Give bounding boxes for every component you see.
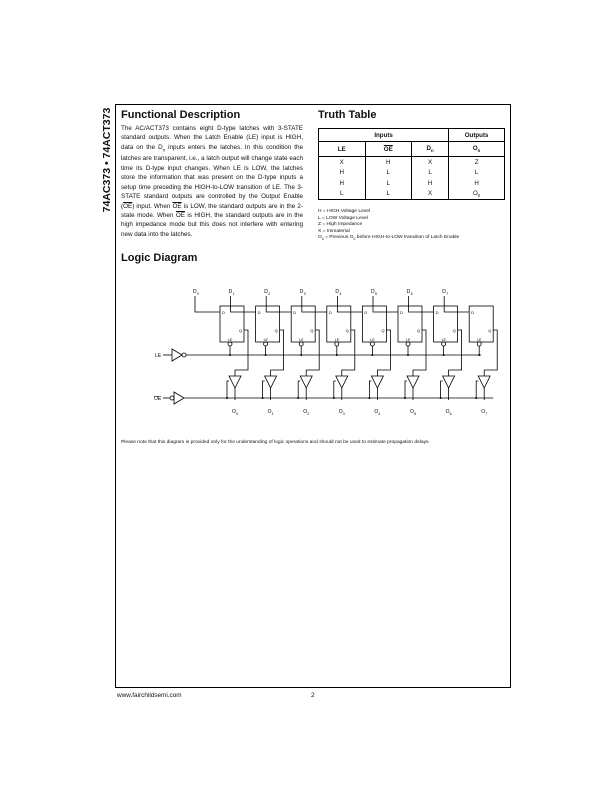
cell-le: H [319,168,366,179]
cell-on [449,168,505,179]
d-input-label: D [406,289,411,295]
oe-bubble [170,396,174,400]
latch-q-pin: Q [310,328,314,333]
truth-table-notes [318,209,459,243]
junction-dot [440,397,442,399]
footer-url[interactable]: www.fairchildsemi.com [117,692,182,699]
oe-control-wire [369,381,371,398]
latch-le-bubble [370,342,374,346]
d-input-sub: 6 [410,292,413,296]
junction-dot [262,397,264,399]
junction-dot [300,354,302,356]
d-input-sub: 4 [339,292,342,296]
cell-oe: L [365,178,412,189]
cell-dn: X [412,157,449,168]
fd-part: is LOW, the standard outputs are in the 2-state mode. When [121,202,304,219]
latch-q-pin: Q [417,328,421,333]
junction-dot [368,397,370,399]
latch-d-pin: D [293,310,297,315]
q-wire [413,330,426,376]
o-output-sub: 3 [342,412,345,416]
cell-on [449,189,505,200]
oe-control-wire [441,381,443,398]
q-wire [271,330,284,376]
latch-le-pin: LE [477,338,482,342]
d-input-label: D [299,289,304,295]
d-wire [195,300,220,312]
q-wire [377,330,390,376]
o-output-sub: 6 [449,412,452,416]
junction-dot [404,397,406,399]
col-dn-sub: n [431,148,434,154]
oe-label: OE [154,396,162,402]
d-input-sub: 0 [197,292,199,296]
latch-le-pin: LE [441,338,446,342]
d-input-label: D [228,289,233,295]
cell-on-text: O [472,189,478,197]
oe-control-wire [476,381,478,398]
junction-dot [336,354,338,356]
page-number: 2 [311,692,315,699]
cell-dn: X [412,189,449,200]
o-output-sub: 1 [271,412,274,416]
latch-q-pin: Q [345,328,349,333]
tristate-buffer [265,376,277,388]
tristate-buffer [443,376,455,388]
o-output-label: O [232,409,236,415]
d-input-label: D [193,289,197,295]
latch-le-pin: LE [334,338,340,342]
o-output-sub: 4 [378,412,381,416]
col-on-text: O [472,144,478,152]
q-wire [306,330,319,376]
col-oe [365,142,412,157]
latch-d-pin: D [400,310,403,315]
le-label: LE [155,353,162,359]
cell-on [449,178,505,189]
outputs-header: Outputs [449,129,505,142]
truth-table-heading: Truth Table [318,109,377,121]
o-output-label: O [303,409,308,415]
latch-d-pin: D [257,310,261,315]
note-part: = Previous O [323,235,354,241]
fd-oe: $\overline{OE}$ [172,202,182,210]
oe-control-wire [334,381,336,398]
latch-le-bubble [228,342,232,346]
tristate-buffer [407,376,419,388]
d-input-sub: 2 [268,292,271,296]
note-sub: 0 [321,237,324,242]
junction-dot [333,397,335,399]
q-wire [342,330,355,376]
disclaimer: Please note that this diagram is provided only for the understanding of logic operations and should not be used to estimate propagation delays. [121,440,430,445]
q-wire [235,330,248,376]
d-input-sub: 1 [232,292,235,296]
logic-diagram [150,284,492,419]
o-output-sub: 2 [307,412,310,416]
junction-dot [475,397,477,399]
junction-dot [265,354,267,356]
logic-diagram-heading: Logic Diagram [121,252,198,264]
latch-q-pin: Q [452,328,456,333]
d-input-label: D [335,289,340,295]
table-row [319,178,505,189]
d-input-sub: 3 [303,292,306,296]
o-output-label: O [267,409,272,415]
tristate-buffer [300,376,312,388]
latch-le-pin: LE [299,338,304,342]
fd-sub: n [162,147,166,153]
latch-le-pin: LE [228,338,233,342]
note: X = Immaterial [318,228,350,234]
tristate-buffer [371,376,383,388]
note-part: O [318,235,322,241]
latch-q-pin: Q [488,328,492,333]
table-row [319,189,505,200]
cell-oe: H [365,157,412,168]
o-output-label: O [410,409,414,415]
fd-part: inputs enters the latches. In this condition the latches are transparent, i.e., a latch output will change state each time its D-type input changes. When LE is LOW, the latches store the information that was present on the D-type inputs a setup time preceding the HIGH-to-LOW transition of LE. The 3-STATE standard outputs are controlled by the Output Enable ( [121,143,304,210]
table-row [319,157,505,168]
junction-dot [478,354,480,356]
d-input-label: D [442,289,446,295]
tristate-buffer [229,376,241,388]
latch-le-bubble [442,342,446,346]
cell-oe: L [365,168,412,179]
note: L = LOW Voltage Level [318,215,368,221]
latch-d-pin: D [222,310,225,315]
le-buffer [172,349,182,361]
latch-q-pin: Q [239,328,243,333]
cell-oe: L [365,189,412,200]
latch-le-bubble [335,342,339,346]
note: Z = High Impedance [318,222,363,228]
side-title [99,107,115,217]
junction-dot [443,354,445,356]
junction-dot [407,354,409,356]
d-input-sub: 5 [375,292,377,296]
cell-le: L [319,189,366,200]
col-dn [412,142,449,157]
latch-le-bubble [406,342,410,346]
note [318,235,459,243]
col-oe-text: $\overline{OE}$ [383,145,393,153]
latch-le-bubble [299,342,303,346]
d-input-label: D [264,289,268,295]
cell-on-text: H [474,179,479,187]
oe-buffer [174,392,184,404]
fd-part: The AC/ACT373 contains eight D-type latches with 3-STATE standard outputs. When the Latch Enable (LE) input is HIGH, data on the D [121,125,303,151]
note-part: before HIGH-to-LOW transition of Latch Enable [355,235,460,241]
o-output-sub: 0 [236,412,238,416]
cell-on-sub: 0 [477,192,481,198]
o-output-label: O [481,409,486,415]
note: H = HIGH Voltage Level [318,209,371,214]
latch-q-pin: Q [381,328,385,333]
truth-table [318,128,505,200]
junction-dot [229,354,231,356]
cell-dn: H [412,178,449,189]
junction-dot [371,354,373,356]
latch-le-pin: LE [263,338,268,342]
o-output-sub: 7 [485,412,488,416]
latch-le-bubble [264,342,268,346]
tristate-buffer [336,376,348,388]
junction-dot [297,397,299,399]
latch-q-pin: Q [274,328,278,333]
o-output-sub: 5 [414,412,416,416]
o-output-label: O [445,409,450,415]
col-on-sub: n [477,148,481,154]
oe-control-wire [263,381,265,398]
o-output-label: O [338,409,343,415]
latch-le-pin: LE [406,338,411,342]
cell-le: X [319,157,366,168]
o-output-label: O [374,409,379,415]
functional-description-text [121,124,303,239]
oe-control-wire [227,381,229,398]
side-title-text: 74AC373 • 74ACT373 [101,107,113,213]
junction-dot [226,397,228,399]
latch-le-pin: LE [370,338,375,342]
col-on [449,142,505,157]
fd-part: ) input. When [132,202,173,210]
functional-description-heading: Functional Description [121,109,241,121]
d-input-sub: 7 [446,292,449,296]
fd-oe: $\overline{OE}$ [175,211,185,219]
d-input-label: D [371,289,375,295]
table-row [319,168,505,179]
latch-d-pin: D [435,310,439,315]
col-le: LE [319,142,366,157]
cell-le: H [319,178,366,189]
note-sub: 0 [353,237,356,242]
latch-d-pin: D [471,310,475,315]
col-dn-text: D [426,144,431,152]
cell-on [449,157,505,168]
latch-d-pin: D [364,310,368,315]
cell-on-text: Z [474,158,479,166]
oe-control-wire [405,381,407,398]
latch-d-pin: D [328,310,332,315]
cell-dn: L [412,168,449,179]
oe-control-wire [298,381,300,398]
fd-oe: $\overline{OE}$ [123,202,133,210]
fd-part: is HIGH, the standard outputs are in the high impedance mode but this does not interfere with entering new data into the latches. [121,211,303,238]
cell-on-text: L [474,169,479,177]
q-wire [449,330,462,376]
inputs-header: Inputs [319,129,449,142]
